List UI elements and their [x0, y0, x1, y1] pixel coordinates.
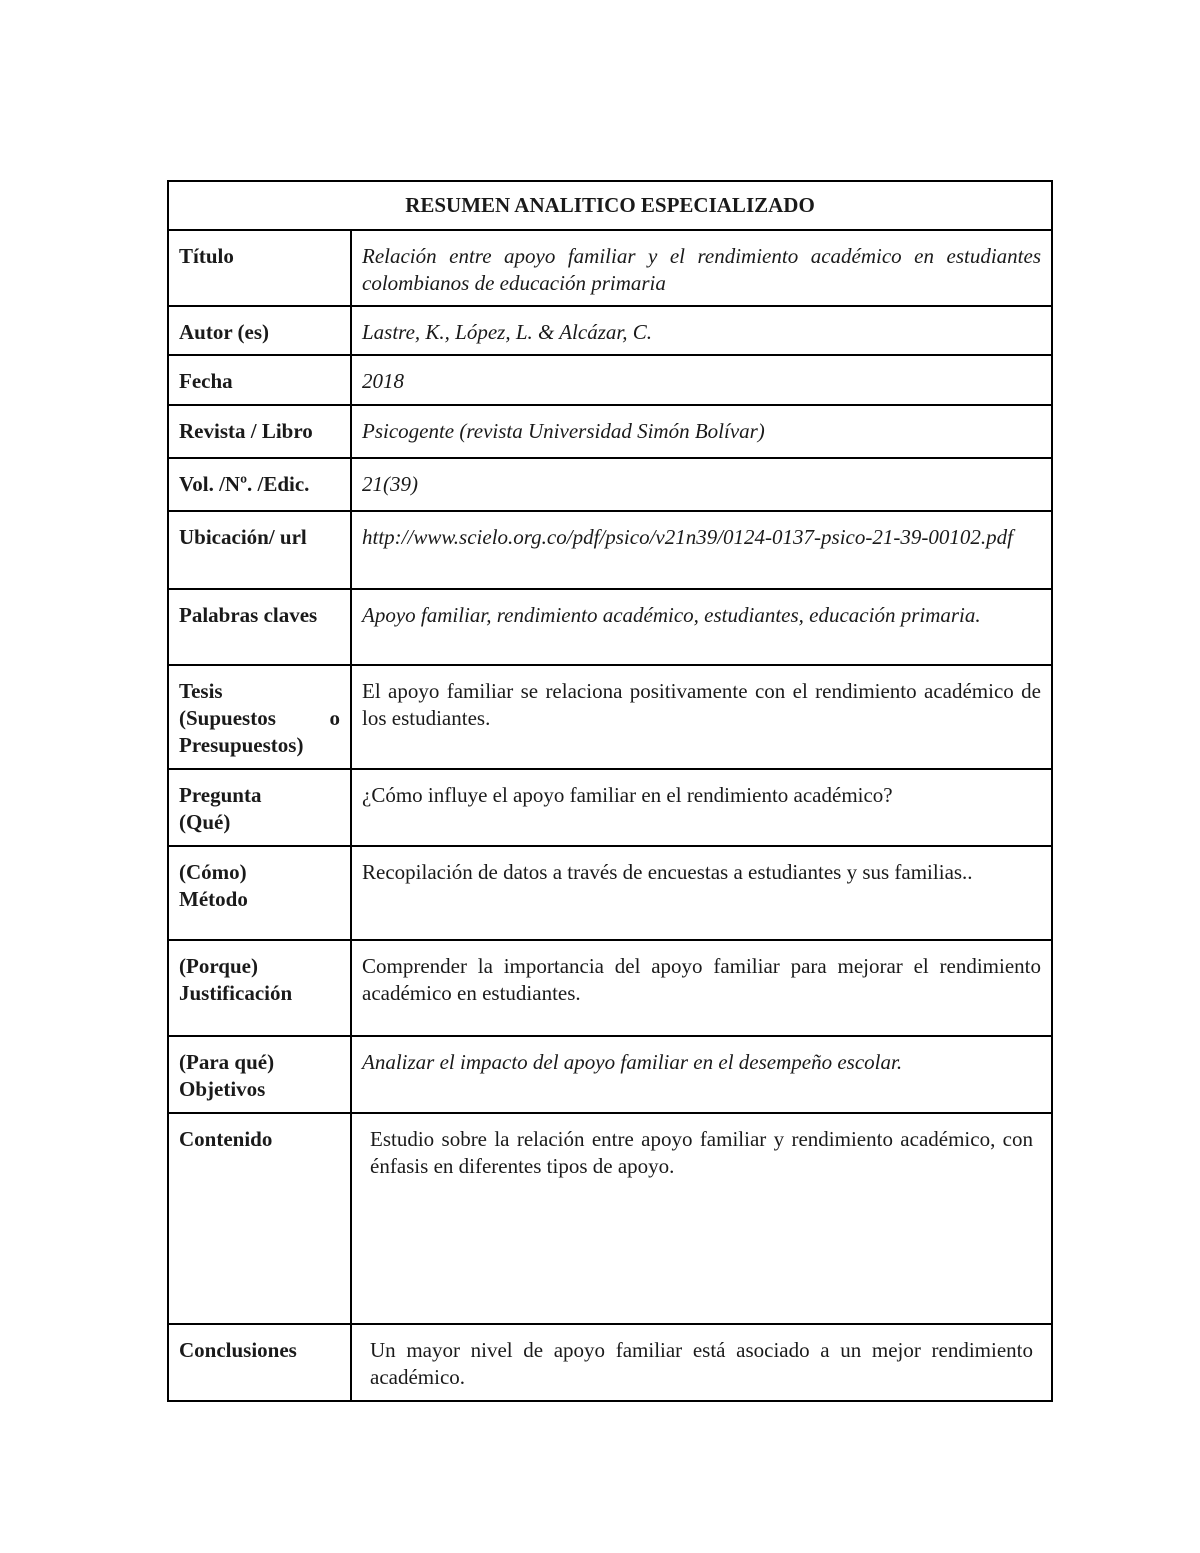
label-tesis-line-2: (Supuestos o: [179, 706, 340, 730]
row-ubicacion: [168, 511, 1052, 589]
label-contenido: Contenido: [168, 1113, 351, 1324]
row-metodo: [168, 846, 1052, 940]
label-pregunta-line-1: Pregunta: [179, 783, 262, 807]
value-tesis: El apoyo familiar se relaciona positivamente con el rendimiento académico de los estudiantes.: [351, 665, 1052, 769]
row-revista: [168, 405, 1052, 458]
table-header-row: [168, 181, 1052, 230]
label-ubicacion: Ubicación/ url: [168, 511, 351, 589]
row-autor: [168, 306, 1052, 355]
label-fecha: Fecha: [168, 355, 351, 405]
row-fecha: [168, 355, 1052, 405]
label-objetivos: [168, 1036, 351, 1113]
row-justificacion: [168, 940, 1052, 1036]
value-objetivos: Analizar el impacto del apoyo familiar en el desempeño escolar.: [351, 1036, 1052, 1113]
label-pregunta-line-2: (Qué): [179, 810, 231, 834]
value-metodo: Recopilación de datos a través de encuestas a estudiantes y sus familias..: [351, 846, 1052, 940]
value-pregunta: ¿Cómo influye el apoyo familiar en el rendimiento académico?: [351, 769, 1052, 846]
value-autor: Lastre, K., López, L. & Alcázar, C.: [351, 306, 1052, 355]
label-pregunta: [168, 769, 351, 846]
value-titulo: Relación entre apoyo familiar y el rendimiento académico en estudiantes colombianos de educación primaria: [351, 230, 1052, 306]
row-volumen: [168, 458, 1052, 511]
label-metodo-line-1: (Cómo): [179, 860, 247, 884]
rae-summary-table: [167, 180, 1053, 1402]
label-autor: Autor (es): [168, 306, 351, 355]
value-volumen: 21(39): [351, 458, 1052, 511]
value-revista: Psicogente (revista Universidad Simón Bolívar): [351, 405, 1052, 458]
table-header: RESUMEN ANALITICO ESPECIALIZADO: [168, 181, 1052, 230]
label-titulo: Título: [168, 230, 351, 306]
value-fecha: 2018: [351, 355, 1052, 405]
label-justificacion-line-2: Justificación: [179, 981, 293, 1005]
label-metodo: [168, 846, 351, 940]
label-objetivos-line-1: (Para qué): [179, 1050, 275, 1074]
label-objetivos-line-2: Objetivos: [179, 1077, 266, 1101]
label-metodo-line-2: Método: [179, 887, 248, 911]
row-objetivos: [168, 1036, 1052, 1113]
label-revista: Revista / Libro: [168, 405, 351, 458]
label-palabras-claves: Palabras claves: [168, 589, 351, 665]
label-volumen: Vol. /Nº. /Edic.: [168, 458, 351, 511]
label-tesis-line-1: Tesis: [179, 679, 223, 703]
value-ubicacion-url: http://www.scielo.org.co/pdf/psico/v21n39/0124-0137-psico-21-39-00102.pdf: [351, 511, 1052, 589]
row-titulo: [168, 230, 1052, 306]
label-conclusiones: Conclusiones: [168, 1324, 351, 1401]
row-pregunta: [168, 769, 1052, 846]
row-tesis: [168, 665, 1052, 769]
value-justificacion: Comprender la importancia del apoyo familiar para mejorar el rendimiento académico en estudiantes.: [351, 940, 1052, 1036]
label-tesis-line-3: Presupuestos): [179, 733, 304, 757]
value-conclusiones: Un mayor nivel de apoyo familiar está asociado a un mejor rendimiento académico.: [351, 1324, 1052, 1401]
value-contenido: Estudio sobre la relación entre apoyo familiar y rendimiento académico, con énfasis en diferentes tipos de apoyo.: [351, 1113, 1052, 1324]
row-contenido: [168, 1113, 1052, 1324]
label-justificacion: [168, 940, 351, 1036]
row-conclusiones: [168, 1324, 1052, 1401]
label-tesis: [168, 665, 351, 769]
row-palabras-claves: [168, 589, 1052, 665]
label-justificacion-line-1: (Porque): [179, 954, 258, 978]
value-palabras-claves: Apoyo familiar, rendimiento académico, estudiantes, educación primaria.: [351, 589, 1052, 665]
